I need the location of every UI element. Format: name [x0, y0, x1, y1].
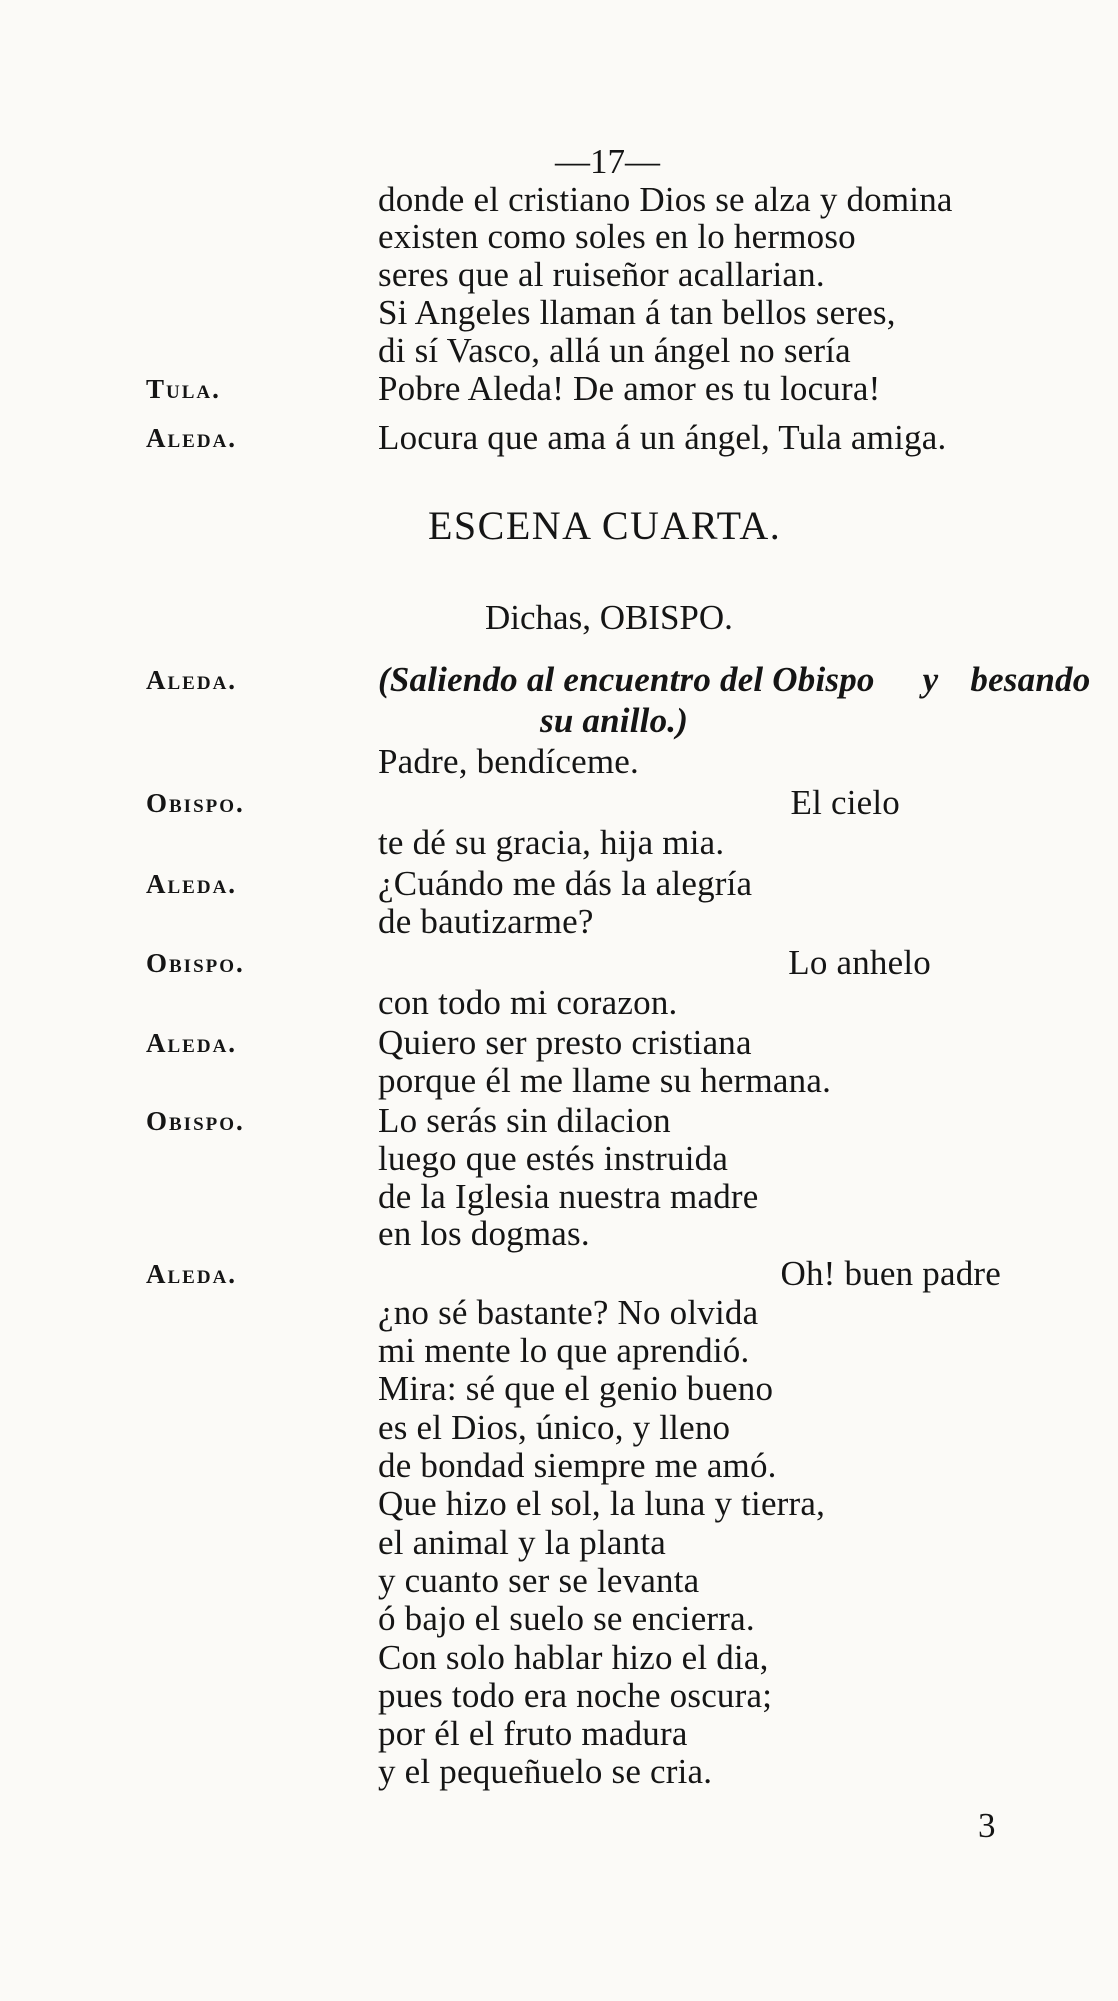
stage-direction-text: besando — [970, 660, 1091, 699]
verse-line: Oh! buen padre — [780, 1254, 1001, 1293]
verse-line: pues todo era noche oscura; — [378, 1676, 773, 1715]
verse-line: donde el cristiano Dios se alza y domina — [378, 180, 953, 219]
verse-line: Lo serás sin dilacion — [378, 1101, 671, 1140]
speaker-label: Aleda. — [146, 665, 238, 695]
speaker-label: Tula. — [146, 374, 221, 404]
verse-line: di sí Vasco, allá un ángel no sería — [378, 331, 851, 370]
verse-line: el animal y la planta — [378, 1523, 666, 1562]
speaker-label: Obispo. — [146, 948, 245, 978]
stage-direction-text: (Saliendo al encuentro del Obispo — [378, 660, 875, 699]
verse-line: te dé su gracia, hija mia. — [378, 823, 725, 862]
speaker-label: Aleda. — [146, 1028, 238, 1058]
stage-direction — [378, 660, 1090, 700]
verse-line: luego que estés instruida — [378, 1139, 729, 1178]
scene-heading: ESCENA CUARTA. — [428, 503, 782, 548]
verse-line: Con solo hablar hizo el dia, — [378, 1638, 769, 1677]
verse-line: es el Dios, único, y lleno — [378, 1408, 731, 1447]
verse-line: seres que al ruiseñor acallarian. — [378, 255, 825, 294]
verse-line: Que hizo el sol, la luna y tierra, — [378, 1484, 826, 1523]
verse-line: en los dogmas. — [378, 1214, 590, 1253]
verse-line: de bautizarme? — [378, 902, 594, 941]
verse-line: Si Angeles llaman á tan bellos seres, — [378, 293, 896, 332]
verse-line: Locura que ama á un ángel, Tula amiga. — [378, 418, 947, 457]
speaker-label: Obispo. — [146, 788, 245, 818]
verse-line: ¿Cuándo me dás la alegría — [378, 864, 753, 903]
stage-direction-text: y — [922, 660, 939, 699]
stage-direction: su anillo.) — [540, 701, 689, 740]
verse-line: de bondad siempre me amó. — [378, 1446, 777, 1485]
verse-line: Mira: sé que el genio bueno — [378, 1369, 774, 1408]
verse-line: porque él me llame su hermana. — [378, 1061, 832, 1100]
verse-line: ¿no sé bastante? No olvida — [378, 1293, 759, 1332]
verse-line: El cielo — [790, 783, 900, 822]
page-number: —17— — [555, 142, 660, 181]
verse-line: por él el fruto madura — [378, 1714, 688, 1753]
speaker-label: Obispo. — [146, 1106, 245, 1136]
verse-line: Lo anhelo — [788, 943, 931, 982]
signature-mark: 3 — [978, 1806, 996, 1845]
speaker-label: Aleda. — [146, 423, 238, 453]
verse-line: de la Iglesia nuestra madre — [378, 1177, 759, 1216]
verse-line: existen como soles en lo hermoso — [378, 217, 856, 256]
verse-line: y el pequeñuelo se cria. — [378, 1752, 713, 1791]
speaker-label: Aleda. — [146, 869, 238, 899]
verse-line: mi mente lo que aprendió. — [378, 1331, 750, 1370]
scene-characters: Dichas, OBISPO. — [485, 598, 733, 637]
verse-line: ó bajo el suelo se encierra. — [378, 1599, 755, 1638]
verse-line: Padre, bendíceme. — [378, 742, 639, 781]
verse-line: Pobre Aleda! De amor es tu locura! — [378, 369, 881, 408]
verse-line: y cuanto ser se levanta — [378, 1561, 700, 1600]
speaker-label: Aleda. — [146, 1259, 238, 1289]
verse-line: Quiero ser presto cristiana — [378, 1023, 752, 1062]
verse-line: con todo mi corazon. — [378, 983, 678, 1022]
